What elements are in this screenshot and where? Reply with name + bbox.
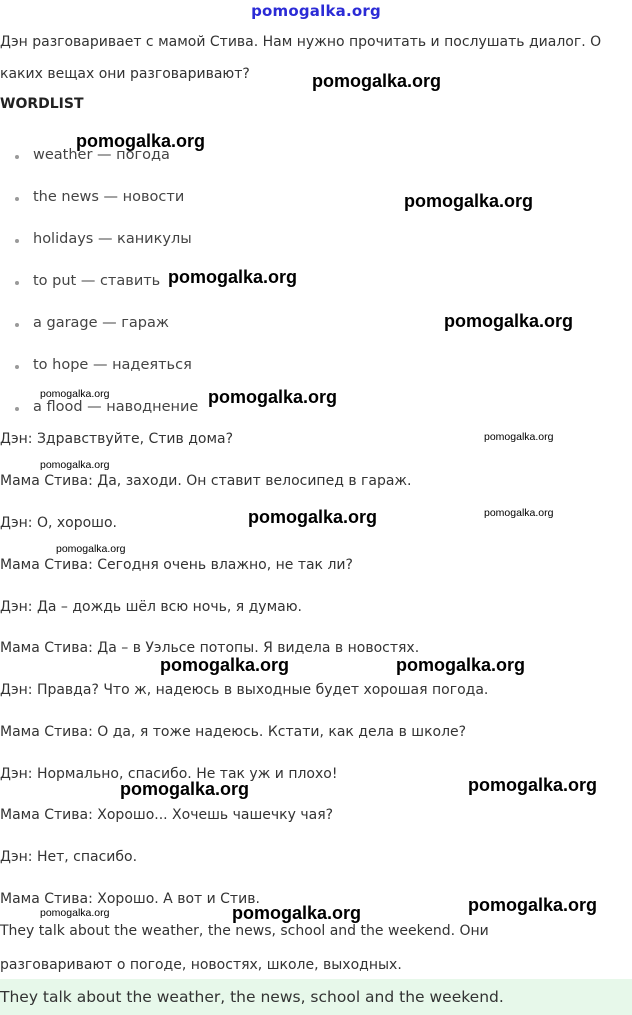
dialogue-line: Мама Стива: Да, заходи. Он ставит велосипед в гараж. (0, 473, 412, 489)
dialogue-line: Мама Стива: Сегодня очень влажно, не так ли? (0, 557, 353, 573)
watermark: pomogalka.org (232, 903, 362, 923)
watermark: pomogalka.org (468, 775, 598, 795)
dialogue-line: Мама Стива: Хорошо... Хочешь чашечку чая? (0, 807, 334, 823)
site-header-link[interactable]: pomogalka.org (251, 2, 381, 20)
dialogue-line: Дэн: Нет, спасибо. (0, 849, 138, 865)
wordlist-item: to hope — надеяться (33, 357, 192, 373)
watermark: pomogalka.org (76, 131, 206, 151)
watermark-small: pomogalka.org (40, 907, 110, 919)
bullet-icon (15, 281, 19, 285)
wordlist-item: a garage — гараж (33, 315, 169, 331)
dialogue-line: Дэн: О, хорошо. (0, 515, 117, 531)
watermark: pomogalka.org (160, 655, 290, 675)
bullet-icon (15, 239, 19, 243)
intro-text-line-1: Дэн разговаривает с мамой Стива. Нам нужно прочитать и послушать диалог. О (0, 34, 602, 50)
bullet-icon (15, 155, 19, 159)
watermark: pomogalka.org (248, 507, 378, 527)
bullet-icon (15, 323, 19, 327)
watermark-small: pomogalka.org (484, 507, 554, 519)
summary-line-2: разговаривают о погоде, новостях, школе, выходных. (0, 957, 402, 973)
watermark: pomogalka.org (396, 655, 526, 675)
watermark-small: pomogalka.org (56, 543, 126, 555)
watermark-small: pomogalka.org (40, 388, 110, 400)
watermark: pomogalka.org (444, 311, 574, 331)
watermark-small: pomogalka.org (40, 459, 110, 471)
wordlist-item: the news — новости (33, 189, 185, 205)
watermark: pomogalka.org (208, 387, 338, 407)
dialogue-line: Дэн: Здравствуйте, Стив дома? (0, 431, 234, 447)
watermark: pomogalka.org (168, 267, 298, 287)
bullet-icon (15, 365, 19, 369)
wordlist-item: weather — погода (33, 147, 170, 163)
watermark: pomogalka.org (468, 895, 598, 915)
intro-text-line-2: каких вещах они разговаривают? (0, 66, 250, 82)
summary-line-1: They talk about the weather, the news, school and the weekend. Они (0, 923, 489, 939)
wordlist-item: a flood — наводнение (33, 399, 199, 415)
wordlist-title: WORDLIST (0, 96, 84, 112)
dialogue-line: Дэн: Правда? Что ж, надеюсь в выходные будет хорошая погода. (0, 682, 489, 698)
watermark: pomogalka.org (120, 779, 250, 799)
dialogue-line: Мама Стива: О да, я тоже надеюсь. Кстати, как дела в школе? (0, 724, 467, 740)
dialogue-line: Дэн: Да – дождь шёл всю ночь, я думаю. (0, 599, 302, 615)
bullet-icon (15, 197, 19, 201)
watermark-small: pomogalka.org (484, 431, 554, 443)
wordlist-item: to put — ставить (33, 273, 161, 289)
dialogue-line: Мама Стива: Да – в Уэльсе потопы. Я видела в новостях. (0, 640, 420, 656)
bullet-icon (15, 407, 19, 411)
wordlist-item: holidays — каникулы (33, 231, 192, 247)
dialogue-line: Мама Стива: Хорошо. А вот и Стив. (0, 891, 260, 907)
watermark: pomogalka.org (312, 71, 442, 91)
watermark: pomogalka.org (404, 191, 534, 211)
answer-text: They talk about the weather, the news, school and the weekend. (0, 988, 504, 1006)
dialogue-line: Дэн: Нормально, спасибо. Не так уж и плохо! (0, 766, 338, 782)
